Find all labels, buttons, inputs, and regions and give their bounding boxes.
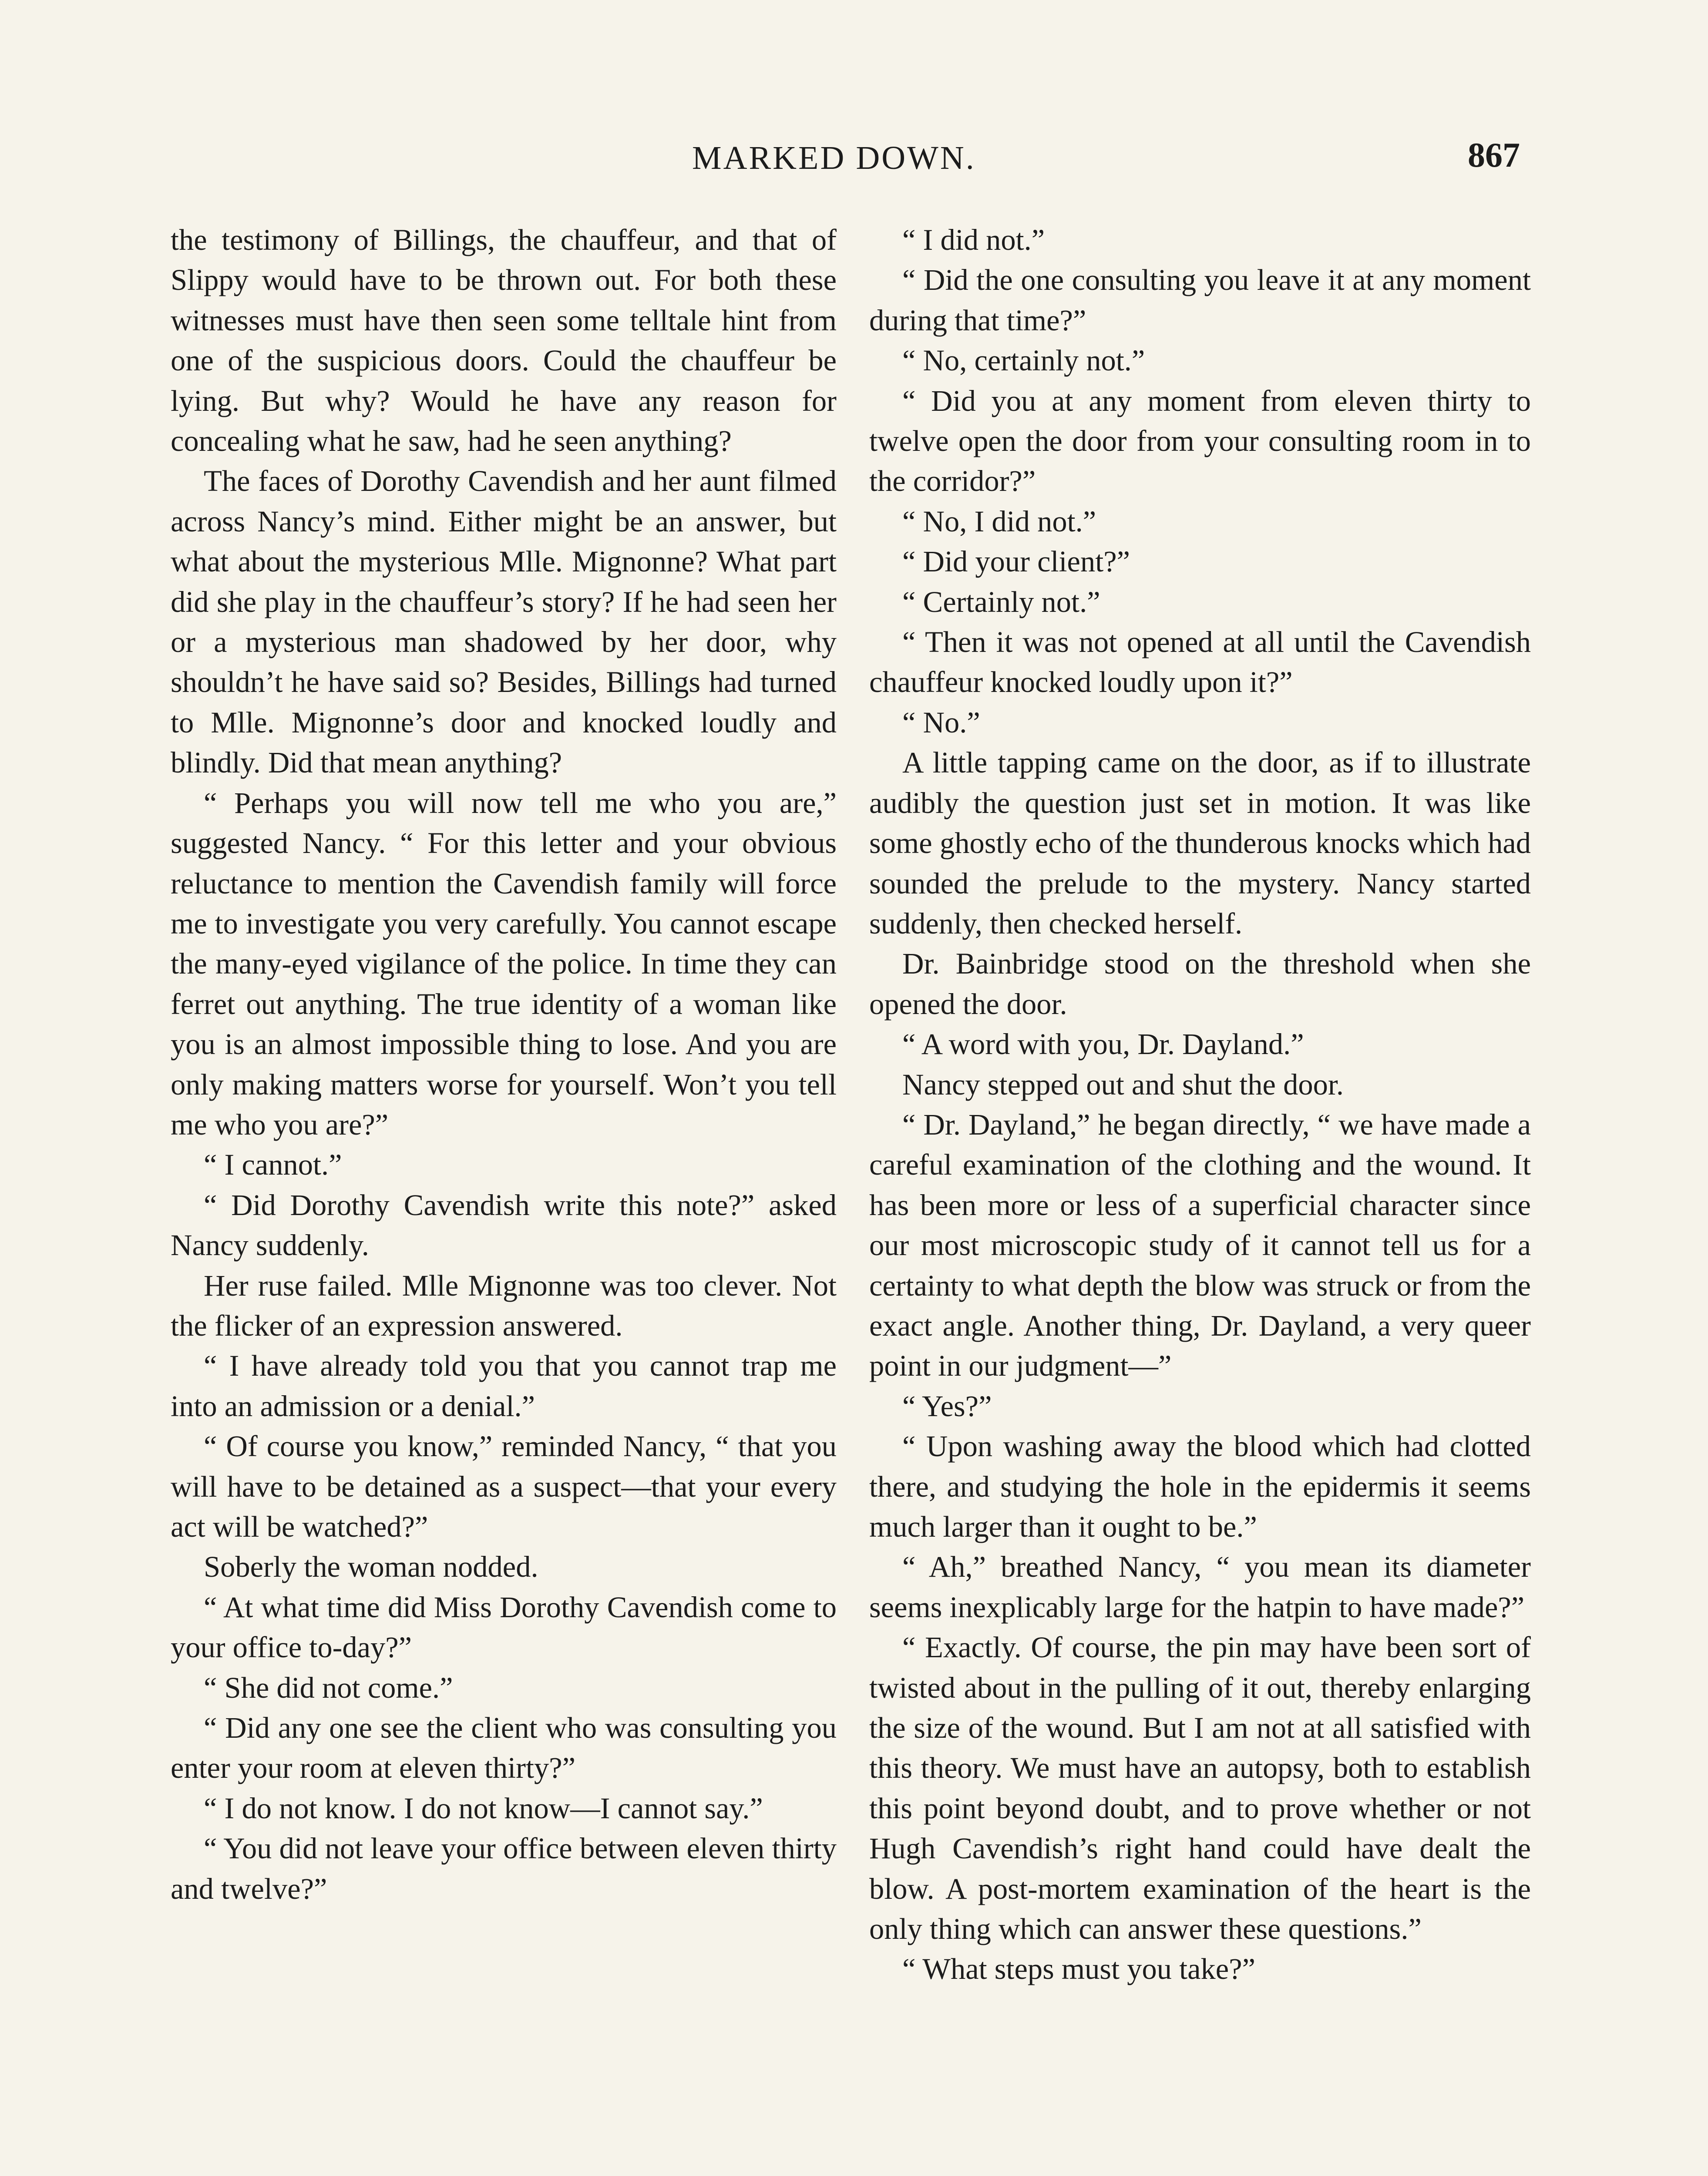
right-column [869, 220, 1531, 1989]
paragraph: “ No, certainly not.” [902, 344, 1145, 377]
page-header [0, 136, 1708, 191]
paragraph: “ I do not know. I do not know—I cannot say.” [204, 1791, 763, 1825]
paragraph: “ I cannot.” [204, 1148, 342, 1182]
paragraph: “ Did you at any moment from eleven thirty to twelve open the door from your consulting room in to the corridor?” [869, 384, 1531, 498]
running-title: MARKED DOWN. [692, 140, 976, 176]
paragraph: “ No.” [902, 705, 980, 739]
paragraph: “ Did your client?” [902, 545, 1130, 578]
paragraph: “ You did not leave your office between eleven thirty and twelve?” [171, 1832, 837, 1905]
paragraph: Soberly the woman nodded. [204, 1550, 538, 1584]
paragraph: Her ruse failed. Mlle Mignonne was too clever. Not the flicker of an expression answered. [171, 1269, 837, 1342]
paragraph: “ No, I did not.” [902, 504, 1096, 538]
paragraph: “ A word with you, Dr. Dayland.” [902, 1028, 1304, 1061]
paragraph: “ Yes?” [902, 1389, 992, 1423]
paragraph: “ Perhaps you will now tell me who you are,” suggested Nancy. “ For this letter and your obvious reluctance to mention the Cavendish family will force me to investigate you very carefully. You cannot escape the many-eyed vigilance of the police. In time they can ferret out anything. The true identity of a woman like you is an almost impossible thing to lose. And you are only making matters worse for yourself. Won’t you tell me who you are?” [171, 786, 837, 1141]
paragraph: “ Then it was not opened at all until the Cavendish chauffeur knocked loudly upon it?” [869, 625, 1531, 699]
paragraph: “ I have already told you that you cannot trap me into an admission or a denial.” [171, 1349, 837, 1423]
paragraph: Nancy stepped out and shut the door. [902, 1068, 1344, 1101]
paragraph: the testimony of Billings, the chauffeur, and that of Slippy would have to be thrown out. For both these witnesses must have then seen some telltale hint from one of the suspicious doors. Could the chauffeur be lying. But why? Would he have any reason for concealing what he saw, had he seen anything? [171, 223, 837, 458]
paragraph: “ Did the one consulting you leave it at any moment during that time?” [869, 263, 1531, 337]
paragraph: The faces of Dorothy Cavendish and her aunt filmed across Nancy’s mind. Either might be an answer, but what about the mysterious Mlle. Mignonne? What part did she play in the chauffeur’s story? If he had seen her or a mysterious man shadowed by her door, why shouldn’t he have said so? Besides, Billings had turned to Mlle. Mignonne’s door and knocked loudly and blindly. Did that mean anything? [171, 464, 837, 779]
paragraph: “ Certainly not.” [902, 585, 1100, 618]
paragraph: “ She did not come.” [204, 1671, 453, 1704]
paragraph: “ At what time did Miss Dorothy Cavendish come to your office to-day?” [171, 1590, 837, 1664]
left-column [171, 220, 837, 1909]
page-number: 867 [1468, 136, 1520, 175]
paragraph: A little tapping came on the door, as if to illustrate audibly the question just set in motion. It was like some ghostly echo of the thunderous knocks which had sounded the prelude to the mystery. Nancy started suddenly, then checked herself. [869, 746, 1531, 940]
paragraph: “ I did not.” [902, 223, 1045, 256]
paragraph: “ Did any one see the client who was consulting you enter your room at eleven thirty?” [171, 1711, 837, 1785]
paragraph: “ Exactly. Of course, the pin may have been sort of twisted about in the pulling of it out, thereby enlarging the size of the wound. But I am not at all satisfied with this theory. We must have an autopsy, both to establish this point beyond doubt, and to prove whether or not Hugh Cavendish’s right hand could have dealt the blow. A post-mortem examination of the heart is the only thing which can answer these questions.” [869, 1631, 1531, 1946]
paragraph: “ Of course you know,” reminded Nancy, “ that you will have to be detained as a suspect—that your every act will be watched?” [171, 1430, 837, 1543]
paragraph: “ Dr. Dayland,” he began directly, “ we have made a careful examination of the clothing and the wound. It has been more or less of a superficial character since our most microscopic study of it cannot tell us for a certainty to what depth the blow was struck or from the exact angle. Another thing, Dr. Dayland, a very queer point in our judgment—” [869, 1108, 1531, 1383]
paragraph: “ What steps must you take?” [902, 1952, 1255, 1986]
paragraph: Dr. Bainbridge stood on the threshold when she opened the door. [869, 947, 1531, 1021]
paragraph: “ Did Dorothy Cavendish write this note?” asked Nancy suddenly. [171, 1188, 837, 1262]
paragraph: “ Upon washing away the blood which had clotted there, and studying the hole in the epidermis it seems much larger than it ought to be.” [869, 1430, 1531, 1543]
paragraph: “ Ah,” breathed Nancy, “ you mean its diameter seems inexplicably large for the hatpin to have made?” [869, 1550, 1531, 1624]
